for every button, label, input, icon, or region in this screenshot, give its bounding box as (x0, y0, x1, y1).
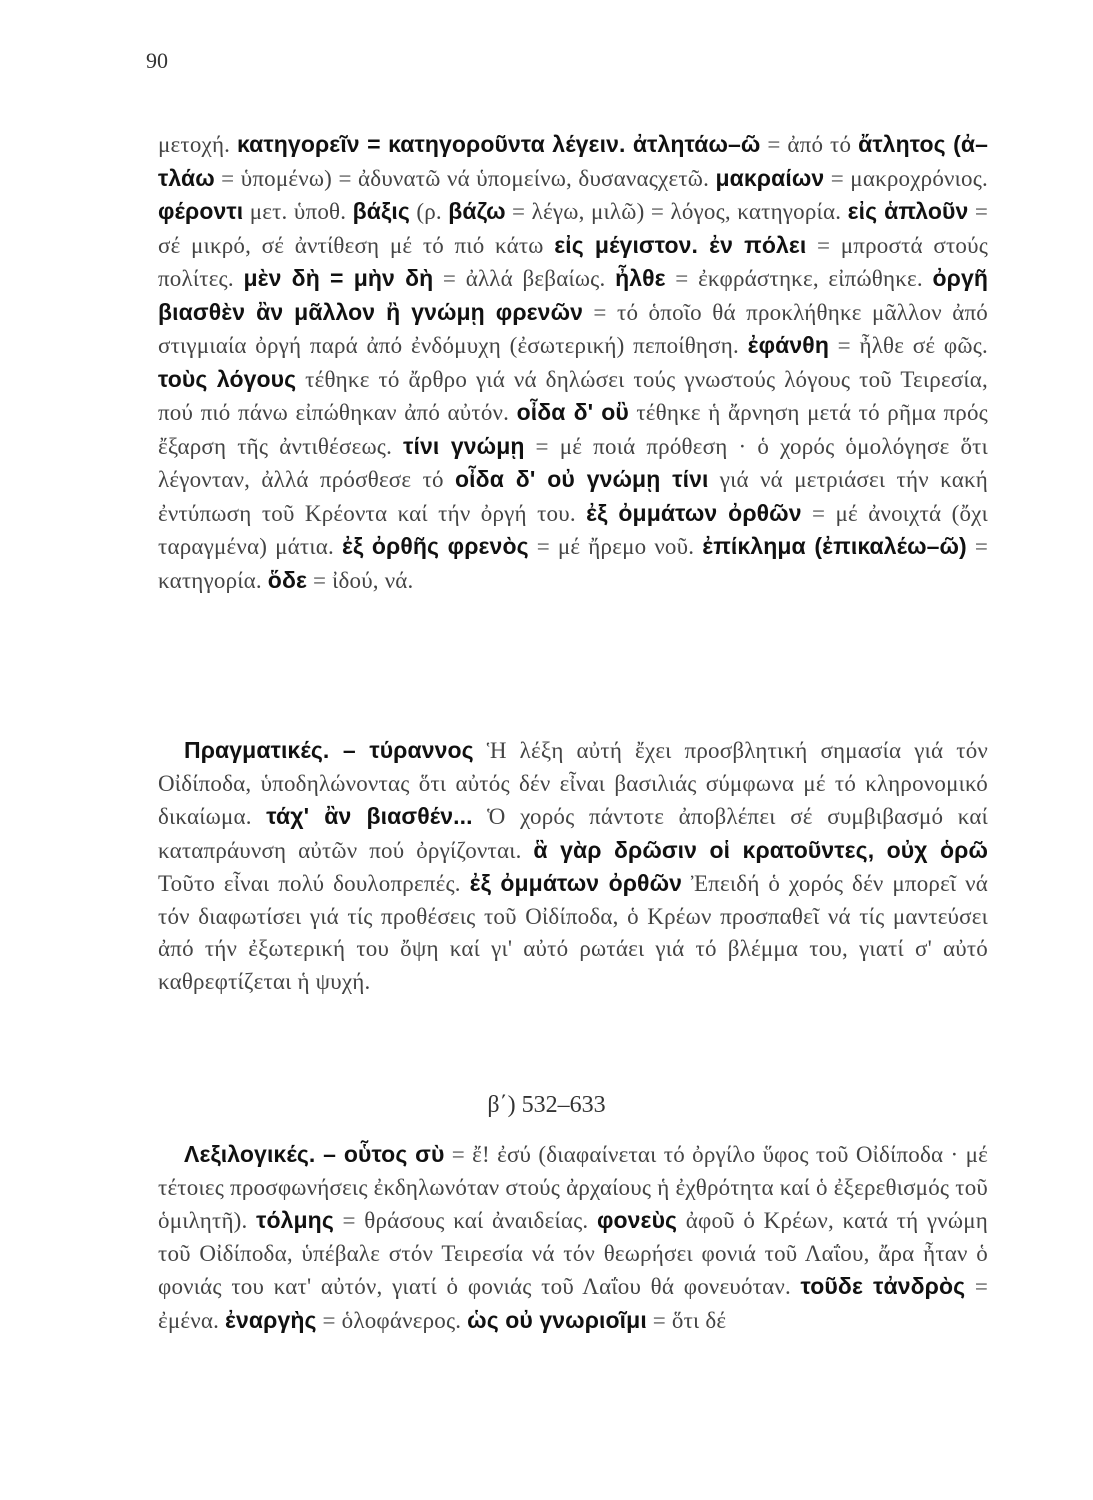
commentary-paragraph-1 (158, 128, 988, 597)
gloss-text: = μέ ἤρεμο νοῦ. (528, 534, 703, 559)
gloss-text: ἀφοῦ ὁ Κρέων, κατά τή γνώμη τοῦ Οἰδίποδα, ὑπέβαλε στόν Τειρεσία νά τόν θεωρήσει φονιά τοῦ Λαΐου, ἄρα ἦταν ὁ φονιάς του κατ' αὐτόν, γιατί ὁ φονιάς τοῦ Λαΐου θά φονευόταν. (158, 1208, 988, 1299)
gloss-text: = ἰδού, νά. (307, 567, 414, 593)
lemma-term: τόλμης (256, 1207, 334, 1233)
gloss-text: = σέ μικρό, σέ ἀντίθεση μέ τό πιό κάτω (158, 199, 988, 258)
gloss-text: Ὁ χορός πάντοτε ἀποβλέπει σέ συμβιβασμό καί καταπράυνση αὐτῶν πού ὀργίζονται. (158, 804, 989, 863)
commentary-paragraph-2 (158, 734, 988, 998)
commentary-paragraph-3 (158, 1138, 988, 1337)
lemma-term: ἐπίκλημα (ἐπικαλέω–ῶ) (702, 533, 967, 559)
lemma-term: μακραίων (715, 164, 825, 191)
gloss-text: = ἐκφράστηκε, εἰπώθηκε. (665, 266, 933, 291)
lemma-term: τοὺς λόγους (158, 365, 297, 392)
lemma-term: ἐξ ὀμμάτων ὀρθῶν (586, 499, 802, 526)
section-heading: β΄) 532–633 (487, 1092, 606, 1118)
lemma-term: ἄτλητος (ἀ–τλάω (158, 131, 988, 191)
gloss-text: γιά νά μετριάσει τήν κακή ἐντύπωση τοῦ Κρέοντα καί τήν ὀργή του. (158, 467, 988, 526)
lemma-term: τίνι γνώμῃ (403, 432, 525, 459)
lemma-term: φέροντι (158, 198, 244, 224)
lemma-term: οἶδα δ' οὐ γνώμῃ τίνι (455, 466, 709, 492)
gloss-text: = λέγω, μιλῶ) = λόγος, κατηγορία. (505, 199, 848, 224)
gloss-text: = μέ ἀνοιχτά (ὄχι ταραγμένα) μάτια. (158, 500, 988, 559)
lemma-term: ὡς οὐ γνωριοῖμι (467, 1306, 647, 1333)
gloss-text: = ὁλοφάνερος. (316, 1307, 468, 1333)
lemma-term: μὲν δὴ = μὴν δὴ (243, 265, 434, 291)
lemma-term: εἰς ἁπλοῦν (847, 198, 969, 224)
gloss-text: = ἦλθε σέ φῶς. (828, 333, 988, 358)
lemma-term: ὅδε (267, 566, 308, 593)
gloss-text: = ἀλλά βεβαίως. (433, 266, 616, 291)
gloss-text: Ἐπειδή ὁ χορός δέν μπορεῖ νά τόν διαφωτίσει γιά τίς προθέσεις τοῦ Οἰδίποδα, ὁ Κρέων προσπαθεῖ νά τίς μαντεύσει ἀπό τήν ἐξωτερική του ὄψη καί γι' αὐτό ρωτάει γιά τό βλέμμα του, γιατί σ' αὐτό καθρεφτίζεται ἡ ψυχή. (158, 871, 988, 994)
gloss-text: = ὑπομένω) = ἀδυνατῶ νά ὑπομείνω, δυσαναςχετῶ. (214, 165, 716, 191)
lemma-term: ἐξ ὀρθῆς φρενὸς (341, 533, 529, 559)
gloss-text: = μπροστά στούς πολίτες. (158, 232, 988, 291)
gloss-text: = μακροχρόνιος. (824, 165, 988, 191)
lemma-term: ἐφάνθη (747, 332, 829, 358)
lemma-term: ἐναργὴς (225, 1306, 317, 1333)
lemma-term: φονεὺς (596, 1207, 678, 1233)
lemma-term: εἰς μέγιστον. ἐν πόλει (554, 231, 807, 258)
lemma-term: ἃ γὰρ δρῶσιν οἱ κρατοῦντες, οὐχ ὁρῶ (533, 836, 989, 863)
gloss-text: = ἔ! ἐσύ (διαφαίνεται τό ὀργίλο ὕφος τοῦ Οἰδίποδα · μέ τέτοιες προσφωνήσεις ἐκδηλωνόταν στούς ἀρχαίους ἡ ἐχθρότητα καί ὁ ἐξερεθισμός τοῦ ὁμιλητῆ). (158, 1142, 988, 1233)
lemma-term: ὀργῆ βιασθὲν ἂν μᾶλλον ἢ γνώμῃ φρενῶν (158, 265, 988, 325)
gloss-text: = θράσους καί ἀναιδείας. (333, 1208, 597, 1233)
gloss-text: τέθηκε τό ἄρθρο γιά νά δηλώσει τούς γνωστούς λόγους τοῦ Τειρεσία, πού πιό πάνω εἰπώθηκαν ἀπό αὐτόν. (158, 366, 988, 425)
lemma-term: Πραγματικές. – τύραννος (184, 737, 474, 763)
gloss-text: μετοχή. (158, 132, 238, 157)
gloss-text: = τό ὁποῖο θά προκλήθηκε μᾶλλον ἀπό στιγμιαία ὀργή παρά ἀπό ἐνδόμυχη (ἐσωτερική) πεποίθηση. (158, 299, 988, 358)
lemma-term: ἐξ ὀμμάτων ὀρθῶν (469, 870, 682, 896)
gloss-text: μετ. ὑποθ. (243, 199, 353, 224)
gloss-text: = ἐμένα. (158, 1274, 989, 1333)
gloss-text: τέθηκε ἡ ἄρνηση μετά τό ρῆμα πρός ἔξαρση τῆς ἀντιθέσεως. (158, 400, 988, 459)
lemma-term: βάζω (448, 198, 506, 224)
lemma-term: οἶδα δ' οὒ (516, 399, 629, 425)
lemma-term: τοῦδε τἀνδρὸς (800, 1273, 966, 1299)
gloss-text: = μέ ποιά πρόθεση · ὁ χορός ὁμολόγησε ὅτι λέγονταν, ἀλλά πρόσθεσε τό (158, 433, 988, 492)
page-number: 90 (146, 48, 168, 73)
lemma-term: βάξις (352, 198, 410, 224)
gloss-text: = ὅτι δέ (646, 1307, 727, 1333)
gloss-text: = ἀπό τό (760, 132, 859, 157)
gloss-text: (ρ. (409, 199, 449, 224)
gloss-text: Τοῦτο εἶναι πολύ δουλοπρεπές. (158, 871, 470, 896)
gloss-text: Ἡ λέξη αὐτή ἔχει προσβλητική σημασία γιά τόν Οἰδίποδα, ὑποδηλώνοντας ὅτι αὐτός δέν εἶναι βασιλιάς σύμφωνα μέ τό κληρονομικό δικαίωμα. (158, 738, 989, 829)
lemma-term: ἦλθε (615, 265, 666, 291)
gloss-text: = κατηγορία. (158, 534, 988, 593)
lemma-term: κατηγορεῖν = κατηγοροῦντα λέγειν. ἀτλητάω–ῶ (237, 131, 761, 157)
lemma-term: Λεξιλογικές. – οὗτος σὺ (184, 1141, 445, 1167)
lemma-term: τάχ' ἂν βιασθέν... (266, 803, 473, 829)
